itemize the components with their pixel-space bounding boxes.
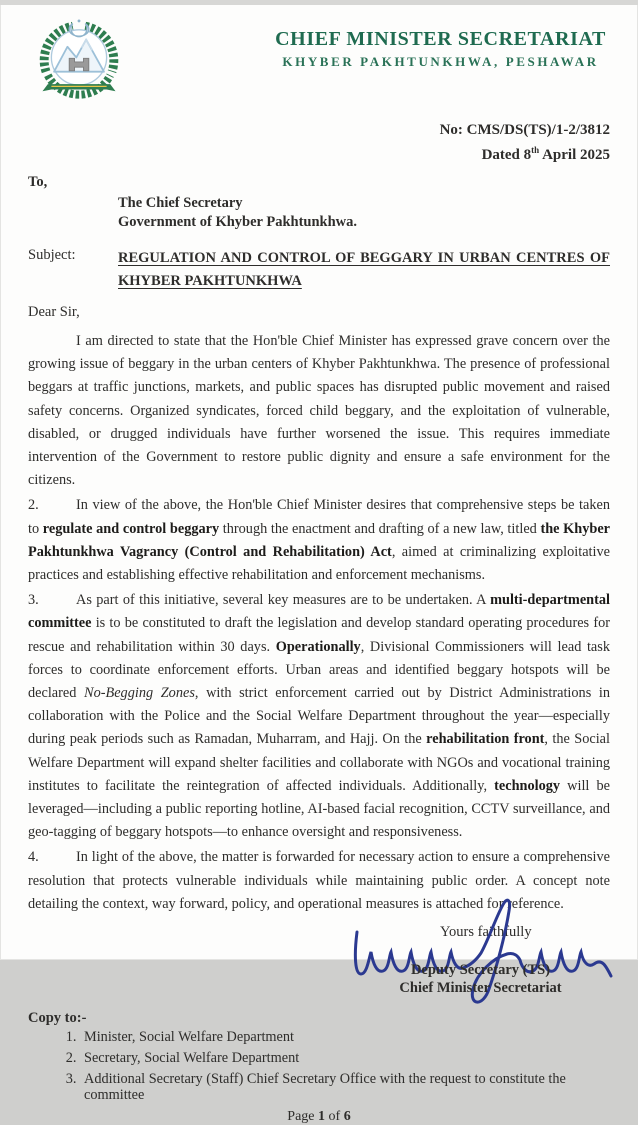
text-run: Operationally — [275, 638, 361, 655]
footer-prefix: Page — [287, 1109, 319, 1125]
text-run: rehabilitation front — [426, 731, 545, 748]
letter-date — [28, 140, 610, 165]
org-title: CHIEF MINISTER SECRETARIAT — [275, 28, 606, 50]
copy-to-item: 3. Additional Secretary (Staff) Chief Secretary Office with the request to constitute the committee — [80, 1071, 610, 1103]
text-run: multi-departmental committee — [28, 592, 610, 632]
footer-total: 6 — [343, 1109, 351, 1125]
recipient-line: The Chief Secretary — [118, 195, 243, 211]
body-paragraphs — [28, 330, 610, 916]
paragraph-number: 2. — [28, 497, 39, 514]
recipient-address — [118, 194, 610, 232]
text-run: In view of the above, the Hon'ble Chief Minister desires that comprehensive steps be taken to — [28, 497, 610, 537]
text-run: No-Begging Zones — [84, 685, 195, 702]
subject-row — [28, 247, 610, 293]
text-run: , Divisional Commissioners will lead task forces to coordinate enforcement efforts. Urban areas and identified beggary hotspots will be declared — [28, 638, 610, 702]
copy-to-label: Copy to:- — [28, 1010, 87, 1027]
copy-to-item: 1. Minister, Social Welfare Department — [80, 1029, 610, 1045]
subject-text: REGULATION AND CONTROL OF BEGGARY IN URBAN CENTRES OF KHYBER PAKHTUNKHWA — [118, 250, 610, 289]
text-run: is to be constituted to draft the legislation and develop standard operating procedures for rescue and rehabilitation within 30 days. — [28, 615, 610, 655]
text-run: through the enactment and drafting of a new law, titled — [219, 520, 541, 537]
to-label: To, — [28, 174, 48, 190]
recipient-line: Government of Khyber Pakhtunkhwa. — [118, 214, 358, 230]
closing-phrase: Yours faithfully — [440, 924, 532, 941]
signature-block — [28, 918, 610, 1010]
text-run: will be leveraged—including a public reporting hotline, AI-based facial recognition, CCTV surveillance, and geo-tagging of beggary hotspots—to enhance oversight and responsiveness. — [28, 777, 610, 841]
reference-number: No: CMS/DS(TS)/1-2/3812 — [439, 122, 610, 138]
text-run: the Khyber Pakhtunkhwa Vagrancy (Control and Rehabilitation) Act — [28, 520, 611, 560]
text-run: , the Social Welfare Department will expand shelter facilities and collaborate with NGOs and vocational training institutes to facilitate the reintegration of affected individuals. Additionally, — [28, 731, 610, 794]
copy-to-item: 2. Secretary, Social Welfare Department — [80, 1050, 610, 1066]
khyber-pakhtunkhwa-emblem-icon — [30, 16, 128, 106]
text-run: I am directed to state that the Hon'ble Chief Minister has expressed grave concern over the growing issue of beggary in the urban centers of Khyber Pakhtunkhwa. The presence of professional beggars at traffic junctions, markets, and public spaces has disrupted public movement and raised safety concerns. Organized syndicates, forced child beggary, and the exploitation of vulnerable, disabled, or drugged individuals have further worsened the issue. This requires immediate intervention of the Government to restore public dignity and ensure a safe environment for the citizens. — [28, 333, 610, 489]
scan-edge — [0, 0, 638, 5]
body-paragraph — [28, 494, 610, 587]
body-paragraph — [28, 846, 610, 916]
signatory-office: Chief Minister Secretariat — [399, 979, 562, 996]
paragraph-number: 4. — [28, 849, 39, 866]
body-paragraph — [28, 589, 610, 844]
date-prefix: Dated 8 — [481, 147, 532, 163]
footer-page: 1 — [318, 1109, 326, 1125]
reference-block — [0, 120, 638, 165]
footer-middle: of — [325, 1109, 344, 1125]
text-run: technology — [494, 777, 561, 794]
date-suffix: April 2025 — [539, 147, 610, 163]
text-run: In light of the above, the matter is forwarded for necessary action to ensure a comprehensive resolution that protects vulnerable individuals while maintaining public order. A concept note detailing the context, way forward, policy, and operational measures is attached for reference. — [28, 849, 610, 912]
text-run: regulate and control beggary — [42, 520, 220, 537]
paragraph-number: 3. — [28, 592, 39, 609]
text-run: , with strict enforcement carried out by District Administrations in collaboration with the Police and the Social Welfare Department throughout the year—especially during peak periods such as Ramadan, Muharram, and Hajj. On the — [28, 685, 610, 748]
signatory-titles — [353, 962, 608, 997]
page-number-footer — [28, 1109, 610, 1125]
body-paragraph — [28, 330, 610, 492]
letter-body — [0, 174, 638, 1125]
signatory-designation: Deputy Secretary (TS) — [410, 962, 551, 979]
salutation: Dear Sir, — [28, 304, 80, 320]
subject-label: Subject: — [28, 247, 76, 263]
text-run: , aimed at criminalizing exploitative practices and establishing effective rehabilitation and enforcement mechanisms. — [28, 543, 610, 584]
text-run: As part of this initiative, several key measures are to be undertaken. A — [76, 592, 491, 609]
copy-to-list — [28, 1029, 610, 1103]
date-ordinal: th — [531, 145, 540, 155]
letterhead-titles — [275, 16, 606, 70]
org-subtitle: KHYBER PAKHTUNKHWA, PESHAWAR — [282, 54, 599, 69]
letterhead — [0, 0, 638, 106]
